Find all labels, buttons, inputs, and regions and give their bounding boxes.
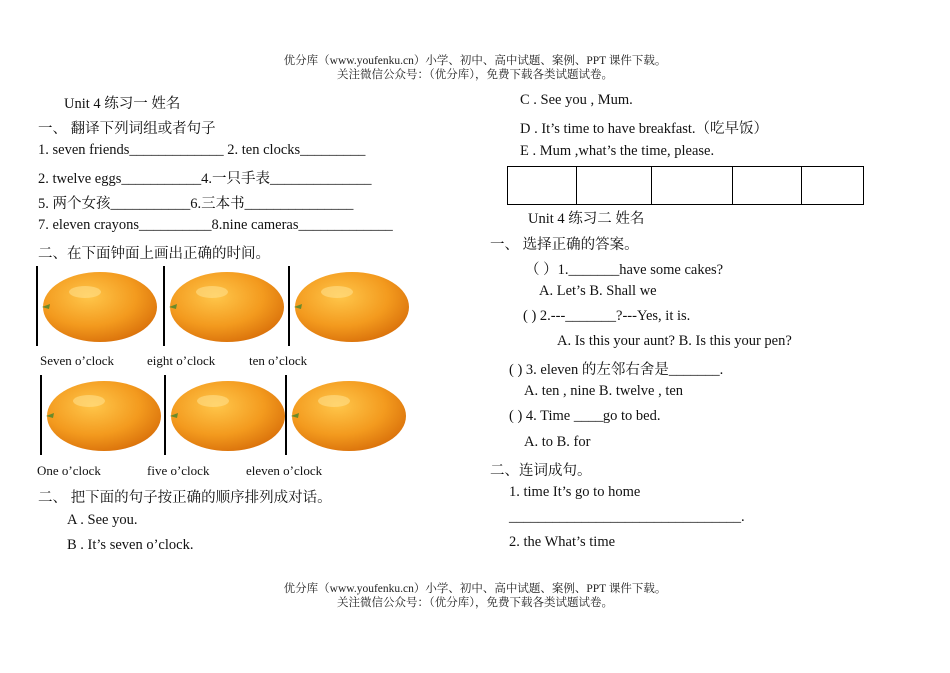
orange-clock-6 [285, 375, 409, 455]
orange-icon [40, 268, 160, 344]
orange-icon [292, 268, 412, 344]
question-3: ( ) 3. eleven 的左邻右舍是_______. [509, 362, 724, 378]
question-4: ( ) 4. Time ____go to bed. [509, 408, 661, 424]
translate-item-3: 5. 两个女孩___________6.三本书_______________ [38, 196, 354, 212]
orange-clock-5 [164, 375, 288, 455]
question-1: （ ）1._______have some cakes? [525, 262, 724, 278]
header-line-2: 关注微信公众号：（优分库），免费下载各类试题试卷。 [337, 69, 613, 81]
orange-icon [289, 377, 409, 453]
right-section-1-heading: 一、 选择正确的答案。 [490, 237, 639, 253]
section-3-heading: 二、 把下面的句子按正确的顺序排列成对话。 [38, 490, 332, 506]
footer-line-1: 优分库（www.youfenku.cn）小学、初中、高中试题、案例、PPT 课件下载。 [283, 583, 667, 595]
dialog-line-d: D . It’s time to have breakfast.（吃早饭） [520, 121, 769, 137]
clock-label-ten: ten o’clock [249, 353, 308, 368]
clock-label-five: five o’clock [147, 463, 210, 478]
answer-box-2[interactable] [577, 167, 652, 205]
footer-line-2: 关注微信公众号：（优分库），免费下载各类试题试卷。 [337, 597, 613, 609]
question-2: ( ) 2.---_______?---Yes, it is. [523, 308, 691, 324]
orange-clock-4 [40, 375, 164, 455]
dialog-line-c: C . See you , Mum. [520, 92, 633, 108]
clock-label-eight: eight o’clock [147, 353, 216, 368]
sentence-1-answer-line[interactable]: ________________________________. [509, 509, 745, 525]
question-1-options: A. Let’s B. Shall we [539, 283, 657, 299]
exercise-2-title: Unit 4 练习二 姓名 [528, 211, 645, 227]
orange-clock-1 [36, 266, 160, 346]
answer-box-3[interactable] [652, 167, 733, 205]
header-line-1: 优分库（www.youfenku.cn）小学、初中、高中试题、案例、PPT 课件下载。 [283, 55, 667, 67]
section-1-heading: 一、 翻译下列词组或者句子 [38, 121, 216, 137]
dialog-line-b: B . It’s seven o’clock. [67, 537, 194, 553]
answer-box-5[interactable] [802, 167, 864, 205]
translate-item-4: 7. eleven crayons__________8.nine cameras_____________ [38, 217, 393, 233]
clock-label-one: One o’clock [37, 463, 101, 478]
orange-icon [44, 377, 164, 453]
translate-item-2: 2. twelve eggs___________4.一只手表______________ [38, 171, 372, 187]
right-section-2-heading: 二、连词成句。 [490, 463, 592, 479]
clock-label-seven: Seven o’clock [40, 353, 115, 368]
dialog-line-a: A . See you. [67, 512, 138, 528]
question-2-options: A. Is this your aunt? B. Is this your pen? [557, 333, 792, 349]
translate-item-1: 1. seven friends_____________ 2. ten clocks_________ [38, 142, 366, 158]
question-4-options: A. to B. for [524, 434, 591, 450]
orange-icon [168, 377, 288, 453]
answer-order-boxes [507, 166, 864, 205]
exercise-1-title: Unit 4 练习一 姓名 [64, 96, 181, 112]
sentence-2-words: 2. the What’s time [509, 534, 616, 550]
clock-label-eleven: eleven o’clock [246, 463, 323, 478]
answer-box-1[interactable] [508, 167, 577, 205]
question-3-options: A. ten , nine B. twelve , ten [524, 383, 684, 399]
orange-clock-2 [163, 266, 287, 346]
orange-clock-3 [288, 266, 412, 346]
answer-box-4[interactable] [733, 167, 802, 205]
sentence-1-words: 1. time It’s go to home [509, 484, 641, 500]
section-2-heading: 二、在下面钟面上画出正确的时间。 [38, 246, 270, 262]
orange-icon [167, 268, 287, 344]
dialog-line-e: E . Mum ,what’s the time, please. [520, 143, 715, 159]
